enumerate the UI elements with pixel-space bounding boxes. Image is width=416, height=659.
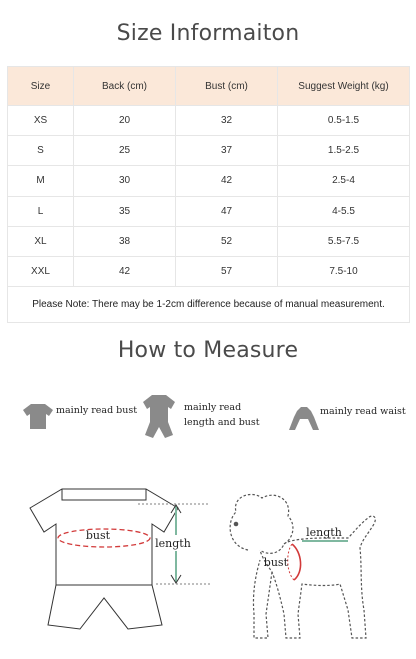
cell-size: XL [8,226,74,256]
cell-bust: 47 [176,196,278,226]
column-header-back: Back (cm) [74,67,176,106]
garment-diagram [28,486,214,632]
size-info-title: Size Informaiton [116,21,300,46]
note-row [8,287,410,323]
garment-bust-label: bust [85,529,111,542]
column-header-size: Size [8,67,74,106]
cell-weight: 5.5-7.5 [278,226,410,256]
jumpsuit-icon [141,393,177,439]
cell-size: L [8,196,74,226]
cell-back: 20 [74,106,176,136]
cell-size: XXL [8,256,74,286]
dog-bust-label: bust [263,556,288,569]
legend-text-bust: mainly read bust [56,405,138,416]
cell-back: 42 [74,256,176,286]
legend-text-waist: mainly read waist [320,406,406,417]
how-to-measure-title: How to Measure [117,338,299,363]
table-row [8,196,410,226]
cell-back: 30 [74,166,176,196]
table-header-row [8,67,410,106]
cell-weight: 4-5.5 [278,196,410,226]
cell-weight: 0.5-1.5 [278,106,410,136]
cell-back: 25 [74,136,176,166]
cell-size: XS [8,106,74,136]
cell-back: 35 [74,196,176,226]
legend-line-2: length and bust [184,417,260,428]
cell-bust: 32 [176,106,278,136]
dog-length-label: length [306,526,342,539]
legend-line-1: mainly read [184,402,242,413]
table-row [8,256,410,286]
dog-diagram [222,488,390,648]
column-header-bust: Bust (cm) [176,67,278,106]
table-row [8,226,410,256]
table-row [8,106,410,136]
cell-size: M [8,166,74,196]
column-header-weight: Suggest Weight (kg) [278,67,410,106]
table-row [8,136,410,166]
cell-bust: 57 [176,256,278,286]
legend-text-length-bust [184,400,260,430]
measurement-note: Please Note: There may be 1-2cm difference because of manual measurement. [8,287,410,323]
cell-bust: 37 [176,136,278,166]
cell-bust: 42 [176,166,278,196]
table-row [8,166,410,196]
garment-length-label: length [155,537,191,550]
dog-icon [287,403,321,431]
cell-weight: 2.5-4 [278,166,410,196]
cell-weight: 7.5-10 [278,256,410,286]
cell-weight: 1.5-2.5 [278,136,410,166]
cell-size: S [8,136,74,166]
cell-bust: 52 [176,226,278,256]
size-table [7,66,410,323]
cell-back: 38 [74,226,176,256]
shirt-icon [22,402,54,430]
